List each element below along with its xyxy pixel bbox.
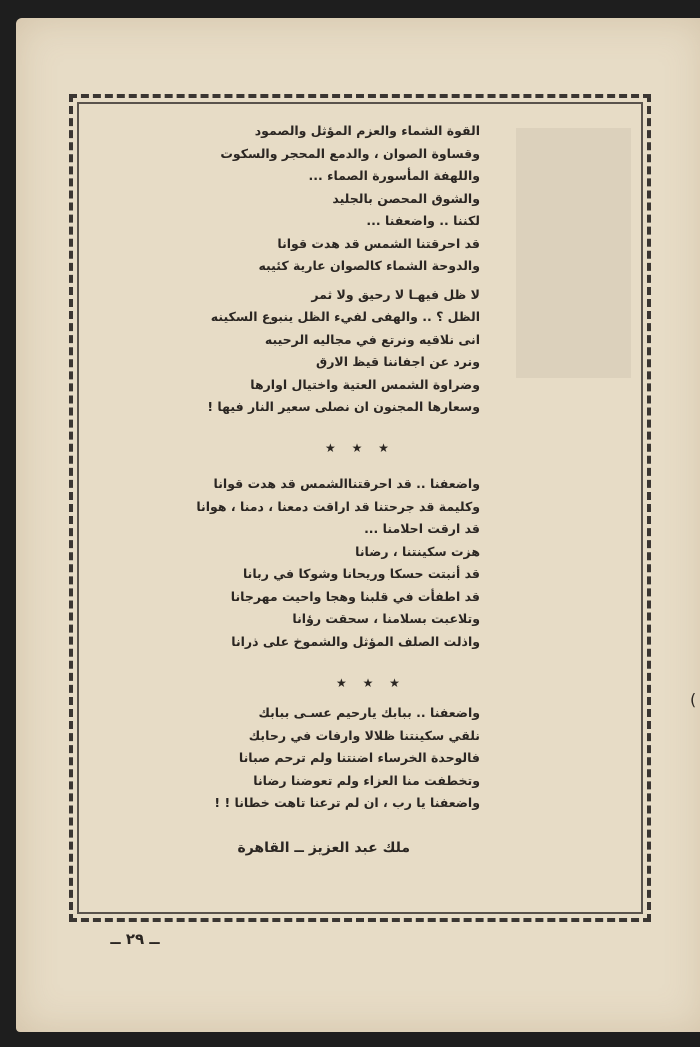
poem-line: واضعفنا .. قد احرقتناالشمس قد هدت قوانا	[213, 476, 480, 491]
poem-line: واللهفة المأسورة الصماء ...	[308, 168, 480, 183]
poem-line: وتلاعبت بسلامنا ، سحقت رؤانا	[292, 611, 480, 626]
poem-line: فالوحدة الخرساء اضنتنا ولم ترحم صبانا	[238, 750, 480, 765]
poem-stanza-1	[90, 120, 480, 419]
poem-line: وتخطفت منا العزاء ولم تعوضنا رضانا	[253, 772, 480, 788]
poem-line: وقساوة الصوان ، والدمع المحجر والسكوت	[220, 145, 480, 161]
poem-line: ونرد عن اجفاننا قيظ الارق	[316, 354, 480, 369]
poem-line: لكننا .. واضعفنا ...	[366, 213, 480, 228]
author-signature: ملك عبد العزيز ــ القاهرة	[237, 840, 410, 856]
poem-stanza-3	[90, 702, 480, 815]
poem-line: لا ظل فيهـا لا رحيق ولا ثمر	[311, 286, 480, 302]
poem-line: قد اطفأت في قلبنا وهجا واحيت مهرجانا	[230, 588, 480, 604]
poem-line: قد ارقت احلامنا ...	[364, 521, 480, 536]
page-number: ــ ٢٩ ــ	[110, 930, 160, 948]
poem-line: والدوحة الشماء كالصوان عارية كئيبه	[258, 258, 480, 273]
poem-line: هزت سكينتنا ، رضانا	[355, 543, 480, 559]
poem-line: نلقي سكينتنا ظلالا وارفات في رحابك	[248, 727, 480, 743]
poem-line: وكليمة قد جرحتنا قد اراقت دمعنا ، دمنا ، هوانا	[196, 498, 480, 514]
poem-stanza-2	[90, 473, 480, 653]
poem-line: الظل ؟ .. والهفى لفيء الظل ينبوع السكينه	[210, 309, 480, 324]
poem-line: واضعفنا يا رب ، ان لم ترعنا تاهت خطانا ! !	[214, 795, 480, 810]
poem-line: وسعارها المجنون ان نصلى سعير النار فيها !	[207, 399, 480, 414]
poem-line: واضعفنا .. ببابك يارحيم عسـى ببابك	[258, 705, 480, 720]
poem-line: قد أنبتت حسكا وريحانا وشوكا في ربانا	[242, 566, 480, 581]
poem-line: والشوق المحصن بالجليد	[332, 190, 480, 206]
poem-line: قد احرقتنا الشمس قد هدت قوانا	[277, 235, 480, 251]
margin-bracket-mark: (	[690, 690, 697, 709]
stanza-separator: ★ ★ ★	[336, 676, 406, 690]
poem-line: انى نلاقيه ونرتع في مجاليه الرحيبه	[264, 331, 480, 347]
stanza-separator: ★ ★ ★	[325, 441, 395, 455]
poem-line: واذلت الصلف المؤثل والشموخ على ذرانا	[231, 633, 480, 649]
poem-line: وضراوة الشمس العتية واختيال اوارها	[250, 376, 480, 392]
poem-line: القوة الشماء والعزم المؤثل والصمود	[254, 123, 480, 138]
